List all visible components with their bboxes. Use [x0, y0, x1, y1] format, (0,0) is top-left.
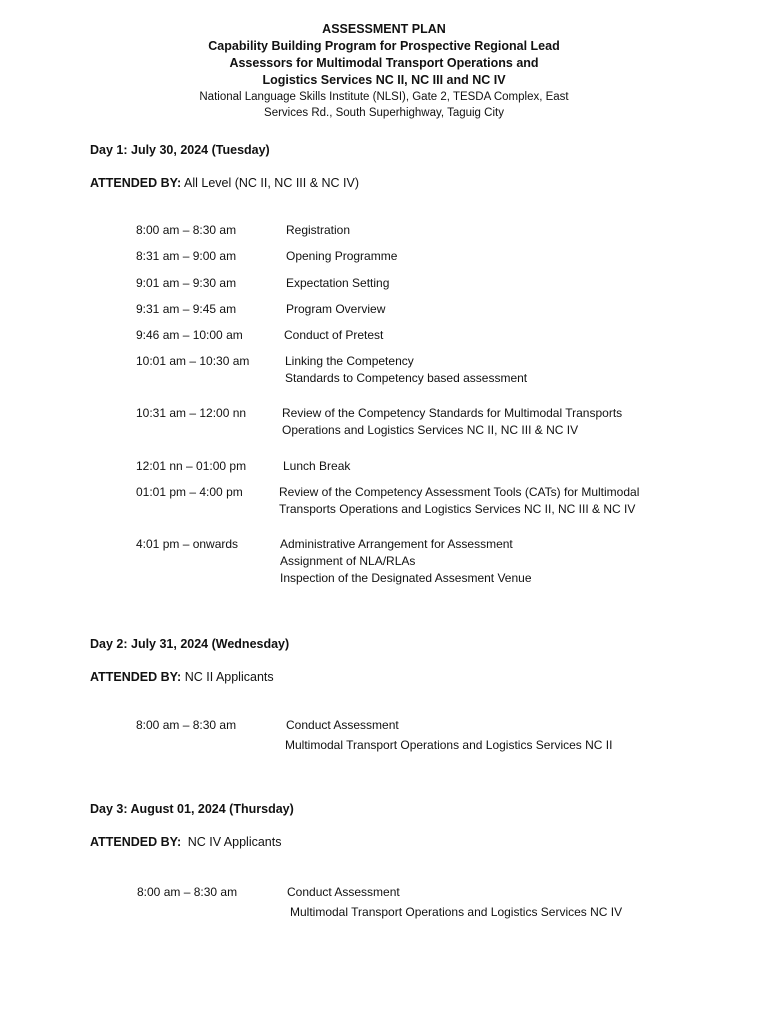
day1-activity-5 — [284, 327, 383, 344]
activity-line: Program Overview — [286, 302, 386, 316]
day2-heading — [90, 637, 289, 651]
activity-line: Review of the Competency Assessment Tools (CATs) for Multimodal — [279, 485, 640, 499]
day2-activity-1-detail — [285, 737, 612, 754]
day1-activity-6 — [285, 353, 527, 387]
day1-time-3: 9:01 am – 9:30 am — [136, 276, 237, 290]
activity-line: Transports Operations and Logistics Services NC II, NC III & NC IV — [279, 502, 636, 516]
day3-time-1: 8:00 am – 8:30 am — [137, 885, 238, 899]
day1-time-1: 8:00 am – 8:30 am — [136, 223, 237, 237]
program-title-line-3: Logistics Services NC II, NC III and NC IV — [262, 73, 506, 87]
day1-time-5: 9:46 am – 10:00 am — [136, 328, 243, 342]
day3-attended-label: ATTENDED BY: — [90, 835, 182, 849]
day1-time-9: 01:01 pm – 4:00 pm — [136, 485, 243, 499]
activity-line: Operations and Logistics Services NC II, NC III & NC IV — [282, 423, 579, 437]
activity-line: Multimodal Transport Operations and Logistics Services NC II — [285, 738, 613, 752]
activity-line: Conduct Assessment — [287, 885, 400, 899]
activity-line: Opening Programme — [286, 249, 398, 263]
day3-attended-by — [90, 835, 281, 849]
day1-time-8: 12:01 nn – 01:00 pm — [136, 459, 247, 473]
day1-attended-by — [90, 176, 359, 190]
day2-activity-1 — [286, 717, 399, 734]
day3-heading — [90, 802, 294, 816]
activity-line: Expectation Setting — [286, 276, 390, 290]
day2-label: Day 2: July 31, 2024 (Wednesday) — [90, 637, 290, 651]
day1-activity-9 — [279, 484, 639, 518]
venue-line-1: National Language Skills Institute (NLSI), Gate 2, TESDA Complex, East — [199, 91, 569, 103]
activity-line: Linking the Competency — [285, 354, 414, 368]
day1-activity-10 — [280, 536, 532, 587]
day3-activity-1 — [287, 884, 400, 901]
activity-line: Conduct of Pretest — [284, 328, 384, 342]
activity-line: Multimodal Transport Operations and Logistics Services NC IV — [290, 905, 623, 919]
day1-attended-value: All Level (NC II, NC III & NC IV) — [184, 176, 360, 190]
day1-activity-2 — [286, 248, 397, 265]
activity-line: Lunch Break — [283, 459, 351, 473]
day1-time-6: 10:01 am – 10:30 am — [136, 354, 250, 368]
program-title-line-1: Capability Building Program for Prospective Regional Lead — [208, 39, 560, 53]
day1-activity-7 — [282, 405, 622, 439]
day1-activity-1 — [286, 222, 350, 239]
day1-time-7: 10:31 am – 12:00 nn — [136, 406, 247, 420]
day3-attended-value: NC IV Applicants — [187, 835, 282, 849]
day1-label: Day 1: July 30, 2024 (Tuesday) — [90, 143, 270, 157]
activity-line: Conduct Assessment — [286, 718, 399, 732]
activity-line: Standards to Competency based assessment — [285, 371, 528, 385]
program-title-line-2: Assessors for Multimodal Transport Operations and — [229, 56, 539, 70]
document-title: ASSESSMENT PLAN — [322, 22, 446, 36]
day2-attended-value: NC II Applicants — [184, 670, 274, 684]
day1-time-4: 9:31 am – 9:45 am — [136, 302, 237, 316]
day3-label: Day 3: August 01, 2024 (Thursday) — [90, 802, 294, 816]
day2-attended-by — [90, 670, 274, 684]
venue-line-2: Services Rd., South Superhighway, Taguig City — [264, 107, 504, 119]
day1-time-2: 8:31 am – 9:00 am — [136, 249, 237, 263]
activity-line: Administrative Arrangement for Assessment — [280, 537, 513, 551]
activity-line: Inspection of the Designated Assesment Venue — [280, 571, 532, 585]
activity-line: Review of the Competency Standards for Multimodal Transports — [282, 406, 623, 420]
day1-heading — [90, 143, 270, 157]
day2-attended-label: ATTENDED BY: — [90, 670, 182, 684]
day1-time-10: 4:01 pm – onwards — [136, 537, 239, 551]
day1-attended-label: ATTENDED BY: — [90, 176, 182, 190]
day3-activity-1-detail — [290, 904, 622, 921]
activity-line: Registration — [286, 223, 351, 237]
day1-activity-3 — [286, 275, 389, 292]
day1-activity-8 — [283, 458, 350, 475]
activity-line: Assignment of NLA/RLAs — [280, 554, 416, 568]
day2-time-1: 8:00 am – 8:30 am — [136, 718, 237, 732]
day1-activity-4 — [286, 301, 385, 318]
